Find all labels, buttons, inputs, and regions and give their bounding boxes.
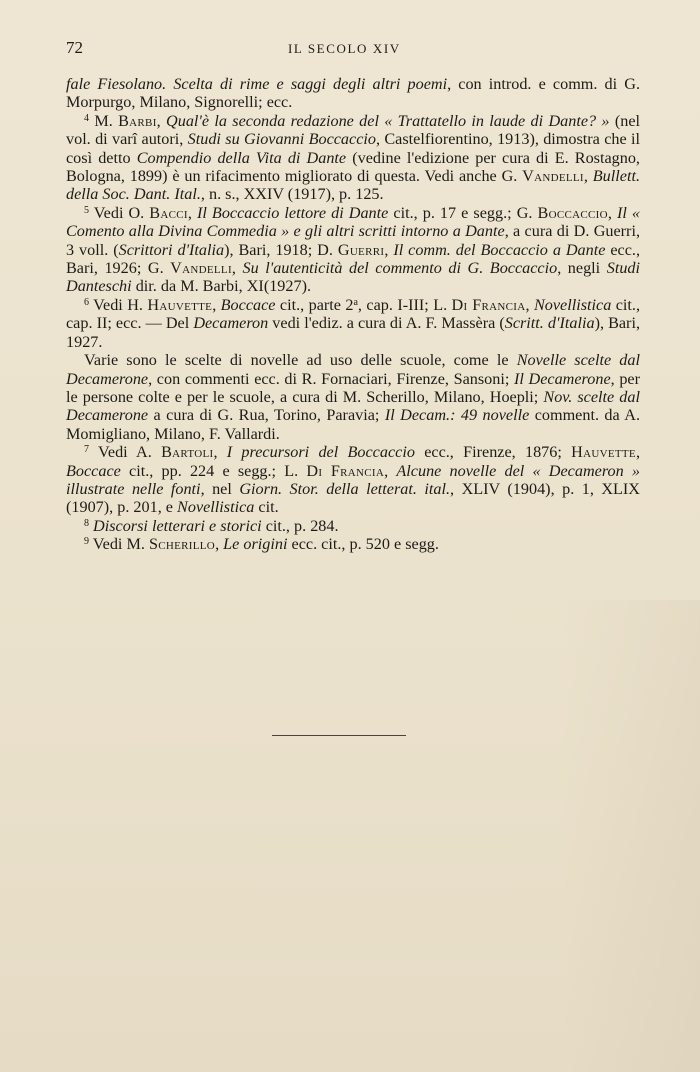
text-run: , XLIV (1904), p. 1, XLIX (1907), p. 201, e: [66, 479, 641, 517]
text-run: , a cura di D. Guerri, 3 voll. (: [66, 222, 640, 259]
text-run: vedi l'ediz. a cura di A. F. Massèra (: [268, 314, 505, 333]
footnote-number: 5: [84, 204, 89, 216]
author-name: Hauvette: [147, 295, 213, 314]
text-run: Vedi H.: [89, 295, 148, 314]
footnote-9: [66, 535, 640, 553]
title-italic: Giorn. Stor. della letterat. ital.: [239, 479, 451, 498]
footnote-number: 4: [84, 112, 89, 124]
text-run: (nel vol. di varî autori,: [66, 111, 640, 149]
paragraph-school-editions: [66, 351, 640, 443]
text-run: (vedine l'edizione per cura di E. Rostagno, Bologna, 1899) è un rifacimento migliorato di questa. Vedi anche G.: [66, 148, 640, 186]
title-italic: Il Boccaccio lettore di Dante: [196, 203, 389, 222]
author-name: Bacci: [149, 203, 188, 222]
title-italic: Boccace: [66, 461, 121, 480]
text-run: ,: [607, 203, 617, 222]
title-italic: Il « Comento alla Divina Commedia » e gli altri scritti intorno a Dante: [66, 203, 640, 241]
text-run: cit., cap. II; ecc. — Del: [66, 295, 640, 333]
footnotes-body: [66, 75, 640, 554]
title-italic: Studi Danteschi: [66, 259, 641, 296]
footnote-number: 8: [84, 517, 89, 529]
text-run: a cura di G. Rua, Torino, Paravia;: [148, 406, 385, 425]
text-run: ecc., Bari, 1926; G.: [66, 240, 641, 278]
footnote-5: [66, 204, 640, 296]
text-run: , nel: [200, 479, 240, 498]
text-run: cit., parte 2: [275, 295, 354, 314]
footnote-number: 9: [84, 536, 89, 548]
text-run: ), Bari, 1918; D.: [224, 240, 338, 259]
paper-discoloration: [560, 600, 700, 1072]
author-name: Scherillo: [148, 535, 216, 554]
author-name: Di Francia: [451, 295, 526, 314]
title-italic: Il comm. del Boccaccio a Dante: [393, 240, 606, 259]
footnote-number: 6: [84, 296, 89, 308]
text-run: Vedi O.: [89, 203, 150, 222]
text-run: ,: [231, 259, 243, 278]
text-run: ,: [384, 461, 397, 480]
text-run: cit.: [254, 498, 279, 517]
title-italic: I precursori del Boccaccio: [226, 443, 415, 462]
footnote-4: [66, 112, 640, 204]
text-run: ,: [187, 203, 197, 222]
text-run: ecc., Firenze, 1876;: [414, 443, 572, 462]
superscript: a: [353, 296, 358, 308]
text-run: Varie sono le scelte di novelle ad uso delle scuole, come le: [84, 351, 517, 370]
author-name: Boccaccio: [537, 203, 608, 222]
text-run: Vedi M.: [89, 535, 149, 554]
text-run: ,: [215, 535, 224, 554]
text-run: , Castelfiorentino, 1913), dimostra che il così detto: [66, 130, 640, 167]
text-run: cit., p. 17 e segg.; G.: [388, 203, 538, 222]
text-run: ), Bari, 1927.: [66, 314, 640, 351]
running-head: IL SECOLO XIV: [288, 41, 401, 56]
page-number: 72: [66, 38, 83, 57]
title-italic: Novellistica: [533, 295, 612, 314]
text-run: , per le persone colte e per le scuole, a cura di M. Scherillo, Milano, Hoepli;: [66, 369, 640, 406]
text-run: comment. da A. Momigliano, Milano, F. Vallardi.: [66, 406, 640, 443]
text-run: ,: [635, 443, 640, 462]
title-italic: Novelle scelte dal Decamerone: [66, 351, 640, 388]
author-name: Bartoli: [161, 443, 214, 462]
author-name: Vandelli: [170, 259, 232, 278]
footnote-number: 7: [84, 444, 89, 456]
text-run: , cap. I-III; L.: [357, 295, 452, 314]
title-italic: Nov. scelte dal Decamerone: [66, 387, 640, 425]
text-run: , con introd. e comm. di G. Morpurgo, Milano, Signorelli; ecc.: [66, 75, 641, 112]
title-italic: Le origini: [223, 535, 288, 554]
title-italic: Compendio della Vita di Dante: [136, 148, 347, 167]
title-italic: Decameron: [193, 314, 269, 333]
footnote-continuation: [66, 75, 640, 112]
author-name: Hauvette: [571, 443, 636, 462]
footnote-6: [66, 296, 640, 351]
title-italic: Bullett. della Soc. Dant. Ital.: [66, 167, 640, 204]
text-run: dir. da M. Barbi, XI(1927).: [131, 277, 312, 296]
text-run: , n. s., XXIV (1917), p. 125.: [200, 185, 384, 204]
text-run: ,: [384, 240, 394, 259]
text-run: Vedi A.: [89, 443, 162, 462]
text-run: ,: [212, 295, 221, 314]
title-italic: Novellistica: [177, 498, 255, 517]
text-run: ecc. cit., p. 520 e segg.: [287, 535, 439, 554]
text-run: ,: [156, 111, 167, 130]
title-italic: Scritt. d'Italia: [504, 314, 595, 333]
title-italic: Su l'autenticità del commento di G. Boccaccio: [242, 259, 558, 278]
text-run: ,: [525, 295, 534, 314]
footnote-7: [66, 443, 640, 517]
text-run: , negli: [557, 259, 607, 278]
author-name: Di Francia: [306, 461, 385, 480]
title-italic: Discorsi letterari e storici: [93, 516, 262, 535]
text-run: cit., pp. 224 e segg.; L.: [120, 461, 307, 480]
author-name: Guerri: [337, 240, 385, 259]
title-italic: Scrittori d'Italia: [118, 240, 225, 259]
title-italic: Boccace: [220, 295, 276, 314]
text-run: M.: [89, 111, 119, 130]
page-header: [66, 38, 640, 60]
title-italic: Il Decamerone: [514, 369, 611, 388]
text-run: cit., p. 284.: [261, 516, 339, 535]
footnote-8: [66, 517, 640, 535]
title-italic: Qual'è la seconda redazione del « Trattatello in laude di Dante? »: [166, 111, 610, 130]
title-italic: Studi su Giovanni Boccaccio: [187, 130, 376, 149]
end-rule: [272, 735, 406, 736]
author-name: Vandelli: [522, 167, 584, 186]
title-italic: Il Decam.: 49 novelle: [384, 406, 530, 425]
author-name: Barbi: [118, 111, 157, 130]
text-run: ,: [583, 167, 593, 186]
text-run: ,: [213, 443, 227, 462]
text-run: , con commenti ecc. di R. Fornaciari, Firenze, Sansoni;: [148, 369, 514, 388]
title-italic: Alcune novelle del « Decameron » illustrate nelle fonti: [66, 461, 641, 498]
title-italic: fale Fiesolano. Scelta di rime e saggi degli altri poemi: [66, 75, 448, 93]
